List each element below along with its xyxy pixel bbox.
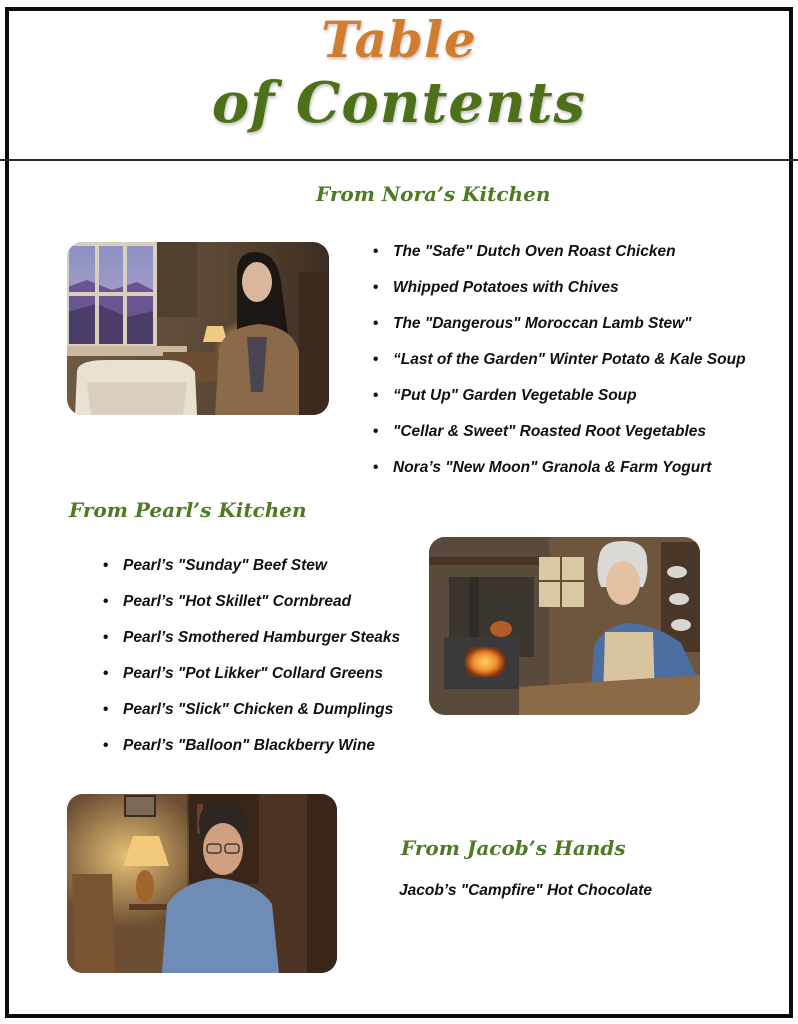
recipe-item[interactable]: • “Put Up" Garden Vegetable Soup [373, 387, 637, 404]
header-divider [0, 159, 798, 161]
recipe-item[interactable]: • Nora’s "New Moon" Granola & Farm Yogurt [373, 459, 712, 476]
title-line-2: of Contents [211, 70, 587, 136]
pearl-kitchen-image [429, 537, 700, 715]
recipe-item[interactable]: • The "Dangerous" Moroccan Lamb Stew" [373, 315, 692, 332]
recipe-item[interactable]: • Pearl’s "Hot Skillet" Cornbread [103, 593, 352, 610]
nora-kitchen-image [67, 242, 329, 415]
nora-recipe-list [371, 242, 746, 494]
recipe-item[interactable]: • "Cellar & Sweet" Roasted Root Vegetables [373, 423, 707, 440]
recipe-item[interactable]: Jacob’s "Campfire" Hot Chocolate [399, 882, 652, 899]
recipe-item[interactable]: • Pearl’s "Slick" Chicken & Dumplings [103, 701, 394, 718]
recipe-item[interactable]: • “Last of the Garden" Winter Potato & Kale Soup [373, 351, 746, 368]
section-heading-jacob: From Jacob’s Hands [401, 836, 626, 860]
pearl-kitchen-illustration [429, 537, 700, 715]
section-heading-pearl: From Pearl’s Kitchen [69, 498, 307, 522]
title-line-1: Table [321, 10, 477, 69]
jacob-study-image [67, 794, 337, 973]
recipe-item[interactable]: • Pearl’s "Sunday" Beef Stew [103, 557, 327, 574]
recipe-item[interactable]: • Pearl’s Smothered Hamburger Steaks [103, 629, 401, 646]
recipe-item[interactable]: • Pearl’s "Pot Likker" Collard Greens [103, 665, 383, 682]
recipe-item[interactable]: • The "Safe" Dutch Oven Roast Chicken [373, 243, 676, 260]
pearl-recipe-list [101, 556, 400, 772]
jacob-study-illustration [67, 794, 337, 973]
recipe-item[interactable]: • Whipped Potatoes with Chives [373, 279, 619, 296]
nora-kitchen-illustration [67, 242, 329, 415]
section-heading-nora: From Nora’s Kitchen [316, 182, 551, 206]
recipe-item[interactable]: • Pearl’s "Balloon" Blackberry Wine [103, 737, 376, 754]
